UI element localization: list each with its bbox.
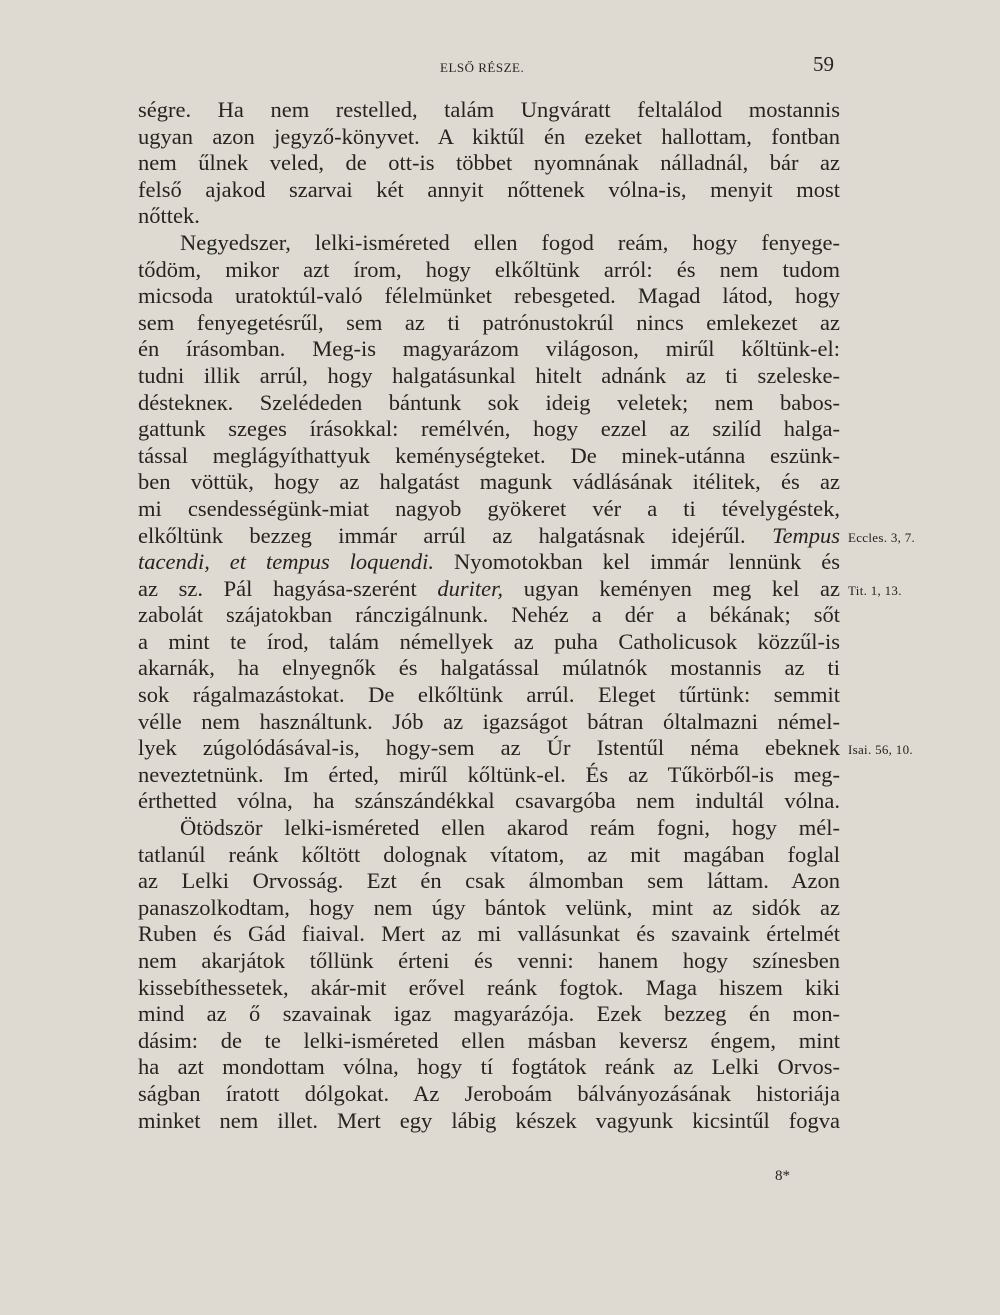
line-text: panaszolkodtam, hogy nem úgy bántok velünk, mint az sidók az	[138, 894, 840, 920]
line-text: mind az ő szavainak igaz magyarázója. Ezek bezzeg én mon-	[138, 1001, 840, 1027]
text-line	[138, 762, 840, 789]
line-text: déstekneк. Szelédeden bántunk sok ideig veletek; nem babos-	[138, 389, 840, 415]
line-text: érthetted vólna, ha szánszándékkal csavargóba nem indultál vólna.	[138, 788, 840, 814]
line-text: ugyan keményen meg kel az	[523, 575, 841, 601]
text-line	[138, 868, 840, 895]
line-text: nem űlnek veled, de ott-is többet nyomnának nálladnál, bár az	[138, 150, 840, 176]
line-text: az sz. Pál hagyása-szerént	[138, 575, 417, 601]
line-text: felső ajakod szarvai két annyit nőttenek vólna-is, menyit most	[138, 176, 840, 202]
line-text: Nyomotokban kel immár lennünk és	[454, 549, 840, 575]
text-line	[138, 682, 840, 709]
signature-mark: 8*	[775, 1168, 790, 1184]
line-text: Ruben és Gád fiaival. Mert az mi vallásunkat és szavaink értelmét	[138, 921, 840, 947]
page-number: 59	[813, 52, 834, 76]
line-text: én írásomban. Meg-is magyarázom világoson, mirűl kőltünk-el:	[138, 336, 840, 362]
line-text: ségre. Ha nem restelled, talám Ungváratt feltalálod mostannis	[138, 97, 840, 122]
text-line	[138, 1001, 840, 1028]
line-text: Ötödször lelki-isméreted ellen akarod reám fogni, hogy mél-	[180, 815, 840, 841]
text-line	[138, 1028, 840, 1055]
line-text: az Lelki Orvosság. Ezt én csak álmomban sem láttam. Azon	[138, 868, 840, 894]
text-line	[138, 549, 840, 576]
text-line	[138, 788, 840, 815]
line-text: mi csendességünk-miat nagyob gyökeret vér a ti tévelygéstek,	[138, 495, 840, 521]
line-text: vélle nem használtunk. Jób az igazságot bátran óltalmazni némel-	[138, 708, 840, 734]
text-line	[138, 363, 840, 390]
italic-text: duriter,	[437, 575, 504, 601]
text-line	[138, 735, 840, 762]
line-text: minket nem illet. Mert egy lábig készek vagyunk kicsintűl fogva	[138, 1107, 840, 1133]
text-line	[138, 469, 840, 496]
line-text: dásim: de te lelki-isméreted ellen másban keversz éngem, mint	[138, 1027, 840, 1053]
text-line	[138, 975, 840, 1002]
line-text: a mint te írod, talám némellyek az puha Catholicusok közzűl-is	[138, 628, 840, 654]
line-text: sem fenyegetésrűl, sem az ti patrónustokrúl nincs emlekezet az	[138, 309, 840, 335]
line-text: Negyedszer, lelki-isméreted ellen fogod reám, hogy fenyege-	[180, 229, 840, 255]
text-line	[138, 97, 840, 124]
body-text	[138, 97, 840, 1134]
line-text: ben vöttük, hogy az halgatást magunk vádlásának itélitek, és az	[138, 469, 840, 495]
text-line	[138, 1054, 840, 1081]
text-line	[138, 496, 840, 523]
line-text: nem akarjátok tőllünk érteni és venni: hanem hogy színesben	[138, 948, 840, 973]
text-line	[138, 523, 840, 550]
text-line	[138, 921, 840, 948]
text-line	[138, 336, 840, 363]
text-line	[138, 948, 840, 975]
text-line	[138, 310, 840, 337]
line-text: gattunk szeges írásokkal: remélvén, hogy ezzel az szilíd halga-	[138, 416, 840, 442]
text-line	[138, 124, 840, 151]
text-line	[138, 1081, 840, 1108]
text-line	[138, 443, 840, 470]
italic-text: Tempus	[772, 522, 841, 548]
line-text: sok rágalmazástokat. De elkőltünk arrúl. Eleget tűrtünk: semmit	[138, 682, 840, 708]
text-line	[138, 576, 840, 603]
text-line	[138, 629, 840, 656]
text-line	[138, 203, 840, 230]
line-text: tudni illik arrúl, hogy halgatásunkal hitelt adnánk az ti szeleske-	[138, 362, 840, 388]
text-line	[138, 390, 840, 417]
line-text: elkőltünk bezzeg immár arrúl az halgatásnak idejérűl.	[138, 522, 746, 548]
line-text: akarnák, ha elnyegnők és halgatással múlatnók mostannis az ti	[138, 655, 840, 681]
margin-reference: Eccles. 3, 7.	[848, 529, 916, 545]
text-line	[138, 709, 840, 736]
line-text: ugyan azon jegyző-könyvet. A kiktűl én ezeket hallottam, fontban	[138, 123, 840, 149]
text-line	[138, 416, 840, 443]
text-line	[138, 230, 840, 257]
margin-reference: Tit. 1, 13.	[848, 582, 902, 598]
line-text: micsoda uratoktúl-való félelmünket rebesgeted. Magad látod, hogy	[138, 283, 840, 309]
line-text: neveztetnünk. Im érted, mirűl kőltünk-el. És az Tűkörből-is meg-	[138, 761, 840, 787]
text-line	[138, 895, 840, 922]
line-text: tatlanúl reánk kőltött dolognak vítatom, az mit magában foglal	[138, 841, 840, 867]
text-line	[138, 842, 840, 869]
running-head: ELSŐ RÉSZE.	[440, 60, 525, 75]
text-line	[138, 177, 840, 204]
line-text: tással meglágyíthattyuk keménységteket. De minek-utánna eszünk-	[138, 442, 840, 468]
text-line	[138, 655, 840, 682]
text-line	[138, 257, 840, 284]
line-text: ságban íratott dólgokat. Az Jeroboám bálványozásának historiája	[138, 1080, 840, 1106]
margin-reference: Isai. 56, 10.	[848, 742, 913, 758]
line-text: tődöm, mikor azt írom, hogy elkőltünk arról: és nem tudom	[138, 256, 840, 282]
text-line	[138, 602, 840, 629]
line-text: ha azt mondottam vólna, hogy tí fogtátok reánk az Lelki Orvos-	[138, 1054, 840, 1080]
line-text: lyek zúgolódásával-is, hogy-sem az Úr Istentűl néma ebeknek	[138, 735, 840, 761]
text-line	[138, 815, 840, 842]
line-text: kissebíthessetek, akár-mit erővel reánk fogtok. Maga hiszem kiki	[138, 974, 840, 1000]
text-line	[138, 150, 840, 177]
line-text: nőttek.	[138, 203, 200, 229]
italic-text: tacendi, et tempus loquendi.	[138, 549, 435, 575]
line-text: zabolát szájatokban ránczigálnunk. Nehéz a dér a békának; sőt	[138, 602, 840, 628]
text-line	[138, 283, 840, 310]
text-line	[138, 1108, 840, 1135]
